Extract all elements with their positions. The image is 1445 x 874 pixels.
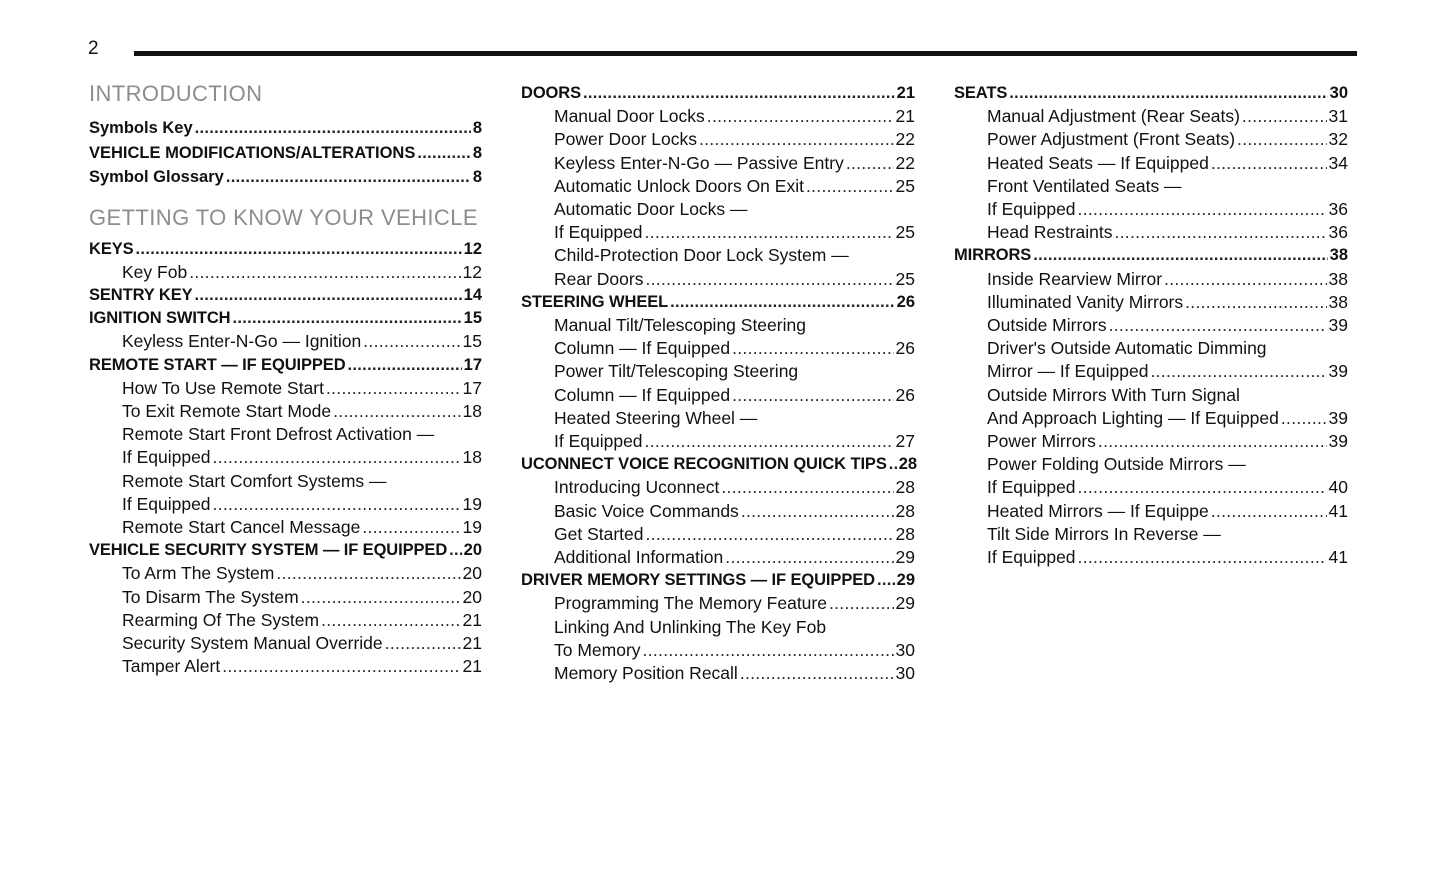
entry-title: Mirror — If Equipped: [987, 361, 1149, 382]
entry-page: 30: [1329, 84, 1348, 102]
toc-entry[interactable]: [89, 116, 482, 141]
toc-entry[interactable]: [954, 128, 1348, 151]
entry-page: 29: [895, 593, 915, 614]
entry-page: 20: [462, 563, 482, 584]
dot-leader: [646, 523, 894, 546]
dot-leader: [326, 377, 461, 400]
toc-entry[interactable]: [954, 476, 1348, 499]
toc-entry[interactable]: [521, 592, 915, 615]
dot-leader: [670, 291, 895, 314]
entry-title: To Memory: [554, 639, 641, 660]
dot-leader: [806, 175, 894, 198]
entry-page: 39: [1328, 315, 1348, 336]
entry-page: 21: [895, 106, 915, 127]
dot-leader: [1185, 291, 1326, 314]
entry-page: 40: [1328, 477, 1348, 498]
toc-entry[interactable]: [521, 337, 915, 360]
entry-title: Additional Information: [554, 547, 724, 568]
dot-leader: [1150, 360, 1326, 383]
entry-title: STEERING WHEEL: [521, 292, 669, 311]
toc-entry[interactable]: [521, 453, 918, 476]
toc-entry[interactable]: [89, 330, 482, 353]
toc-entry[interactable]: [89, 539, 482, 562]
entry-title-line1: Power Tilt/Telescoping Steering: [554, 361, 799, 382]
entry-title: And Approach Lighting — If Equipped: [987, 407, 1279, 428]
dot-leader: [846, 152, 894, 175]
dot-leader: [583, 82, 895, 105]
dot-leader: [362, 516, 460, 539]
entry-page: 19: [462, 516, 482, 537]
entry-title: Symbol Glossary: [89, 168, 224, 186]
dot-leader: [189, 261, 460, 284]
dot-leader: [195, 116, 471, 141]
dot-leader: [1164, 268, 1326, 291]
dot-leader: [829, 592, 894, 615]
dot-leader: [1098, 430, 1327, 453]
entry-page: 15: [463, 309, 482, 328]
entry-title-line1: Heated Steering Wheel —: [554, 407, 758, 428]
entry-page: 31: [1328, 106, 1348, 127]
dot-leader: [645, 221, 894, 244]
toc-entry[interactable]: [521, 569, 915, 592]
dot-leader: [1078, 198, 1327, 221]
dot-leader: [889, 453, 897, 476]
dot-leader: [1211, 500, 1327, 523]
entry-page: 39: [1328, 431, 1348, 452]
entry-page: 25: [895, 268, 915, 289]
dot-leader: [195, 284, 462, 307]
entry-page: 39: [1328, 407, 1348, 428]
entry-title: SENTRY KEY: [89, 285, 193, 304]
entry-title: UCONNECT VOICE RECOGNITION QUICK TIPS: [521, 455, 887, 474]
entry-page: 17: [463, 355, 482, 374]
entry-title-line1: Remote Start Comfort Systems —: [122, 470, 387, 491]
dot-leader: [732, 337, 893, 360]
entry-page: 22: [895, 152, 915, 173]
dot-leader: [707, 105, 894, 128]
dot-leader: [645, 430, 894, 453]
entry-title: Manual Adjustment (Rear Seats): [987, 106, 1240, 127]
entry-title: If Equipped: [987, 199, 1076, 220]
entry-page: 28: [895, 477, 915, 498]
toc-entry[interactable]: [954, 430, 1348, 453]
dot-leader: [385, 632, 461, 655]
dot-leader: [449, 539, 462, 562]
dot-leader: [233, 307, 462, 330]
entry-page: 26: [896, 292, 915, 311]
entry-title: To Arm The System: [122, 563, 275, 584]
toc-column-3: [954, 82, 1348, 569]
entry-title: IGNITION SWITCH: [89, 309, 231, 328]
dot-leader: [333, 400, 460, 423]
entry-title: Column — If Equipped: [554, 338, 731, 359]
toc-entry[interactable]: [89, 165, 482, 190]
entry-title: KEYS: [89, 239, 134, 258]
entry-title: If Equipped: [987, 477, 1076, 498]
toc-entry[interactable]: [521, 500, 915, 523]
dot-leader: [1078, 476, 1327, 499]
toc-column-1: [89, 80, 482, 678]
dot-leader: [1114, 221, 1326, 244]
entry-title: Basic Voice Commands: [554, 500, 739, 521]
entry-page: 15: [462, 331, 482, 352]
dot-leader: [740, 662, 894, 685]
entry-title: Power Mirrors: [987, 431, 1096, 452]
toc-entry[interactable]: [521, 105, 915, 128]
toc-column-2: [521, 82, 918, 685]
toc-entry[interactable]: [521, 152, 915, 175]
page-number: 2: [88, 38, 99, 59]
entry-page: 8: [472, 168, 482, 186]
entry-title-line1: Front Ventilated Seats —: [987, 175, 1182, 196]
dot-leader: [1237, 128, 1327, 151]
dot-leader: [725, 546, 893, 569]
toc-entry[interactable]: [954, 268, 1348, 291]
toc-entry[interactable]: [521, 662, 915, 685]
entry-title: To Disarm The System: [122, 586, 299, 607]
toc-entry[interactable]: [89, 238, 482, 261]
entry-title-line1: Power Folding Outside Mirrors —: [987, 454, 1246, 475]
entry-page: 21: [462, 632, 482, 653]
entry-page: 12: [462, 261, 482, 282]
entry-title: REMOTE START — IF EQUIPPED: [89, 355, 346, 374]
entry-page: 38: [1328, 268, 1348, 289]
toc-entry[interactable]: [89, 655, 482, 678]
entry-title: Inside Rearview Mirror: [987, 268, 1163, 289]
entry-title: Security System Manual Override: [122, 632, 383, 653]
entry-page: 18: [462, 400, 482, 421]
toc-entry[interactable]: [89, 377, 482, 400]
entry-title: VEHICLE MODIFICATIONS/ALTERATIONS: [89, 143, 416, 162]
entry-page: 8: [472, 119, 482, 137]
toc-entry[interactable]: [89, 609, 482, 632]
entry-title: MIRRORS: [954, 246, 1032, 265]
toc-entry[interactable]: [954, 407, 1348, 430]
entry-title: Memory Position Recall: [554, 663, 738, 684]
section-heading-getting-to-know: GETTING TO KNOW YOUR VEHICLE: [89, 204, 478, 230]
entry-title: Introducing Uconnect: [554, 477, 720, 498]
entry-page: 27: [895, 431, 915, 452]
toc-entry[interactable]: [954, 82, 1348, 105]
entry-page: 22: [895, 129, 915, 150]
entry-page: 19: [462, 493, 482, 514]
entry-page: 29: [895, 547, 915, 568]
toc-entry[interactable]: [954, 291, 1348, 314]
dot-leader: [213, 446, 461, 469]
toc-entry[interactable]: [521, 268, 915, 291]
dot-leader: [732, 384, 893, 407]
entry-title: Column — If Equipped: [554, 384, 731, 405]
toc-entry[interactable]: [521, 82, 915, 105]
header-rule: [134, 51, 1357, 56]
dot-leader: [645, 268, 893, 291]
entry-page: 29: [896, 571, 915, 590]
entry-page: 30: [895, 639, 915, 660]
dot-leader: [1109, 314, 1327, 337]
entry-page: 28: [895, 523, 915, 544]
dot-leader: [877, 569, 895, 592]
dot-leader: [721, 476, 893, 499]
entry-page: 39: [1328, 361, 1348, 382]
dot-leader: [1281, 407, 1327, 430]
toc-entry[interactable]: [521, 430, 915, 453]
toc-entry[interactable]: [954, 221, 1348, 244]
entry-title: If Equipped: [987, 547, 1076, 568]
toc-entry[interactable]: [521, 221, 915, 244]
entry-title-line1: Manual Tilt/Telescoping Steering: [554, 315, 806, 336]
toc-entry[interactable]: [954, 314, 1348, 337]
dot-leader: [1033, 244, 1327, 267]
toc-entry[interactable]: [89, 586, 482, 609]
entry-page: 32: [1328, 129, 1348, 150]
toc-entry[interactable]: [521, 476, 915, 499]
toc-entry[interactable]: [89, 141, 482, 166]
entry-title: Heated Seats — If Equipped: [987, 152, 1209, 173]
entry-title: How To Use Remote Start: [122, 377, 324, 398]
entry-title-line1: Remote Start Front Defrost Activation —: [122, 424, 435, 445]
entry-page: 38: [1328, 291, 1348, 312]
entry-title: Remote Start Cancel Message: [122, 516, 361, 537]
entry-title: Keyless Enter-N-Go — Ignition: [122, 331, 362, 352]
entry-title: Heated Mirrors — If Equippe: [987, 500, 1209, 521]
toc-entry[interactable]: [89, 516, 482, 539]
entry-page: 38: [1329, 246, 1348, 265]
dot-leader: [741, 500, 894, 523]
toc-entry[interactable]: [954, 244, 1348, 267]
dot-leader: [321, 609, 460, 632]
dot-leader: [276, 562, 460, 585]
entry-page: 14: [463, 285, 482, 304]
toc-entry[interactable]: [954, 546, 1348, 569]
entry-title-line1: Tilt Side Mirrors In Reverse —: [987, 523, 1221, 544]
toc-entry[interactable]: [521, 546, 915, 569]
toc-entry[interactable]: [954, 105, 1348, 128]
entry-title: Automatic Unlock Doors On Exit: [554, 175, 804, 196]
section-heading-introduction: INTRODUCTION: [89, 81, 263, 106]
entry-title: Head Restraints: [987, 222, 1113, 243]
entry-title: SEATS: [954, 84, 1008, 102]
entry-page: 20: [463, 541, 482, 560]
entry-title: Outside Mirrors: [987, 315, 1107, 336]
dot-leader: [1009, 82, 1327, 105]
toc-entry[interactable]: [954, 360, 1348, 383]
dot-leader: [222, 655, 460, 678]
entry-page: 26: [895, 338, 915, 359]
entry-title: To Exit Remote Start Mode: [122, 400, 332, 421]
entry-page: 36: [1328, 222, 1348, 243]
dot-leader: [1078, 546, 1327, 569]
entry-page: 26: [895, 384, 915, 405]
toc-entry[interactable]: [954, 152, 1348, 175]
dot-leader: [136, 238, 462, 261]
entry-title-line1: Child-Protection Door Lock System —: [554, 245, 849, 266]
toc-entry[interactable]: [89, 493, 482, 516]
entry-title-line1: Linking And Unlinking The Key Fob: [554, 616, 827, 637]
dot-leader: [699, 128, 894, 151]
entry-page: 34: [1328, 152, 1348, 173]
entry-title: If Equipped: [122, 447, 211, 468]
toc-entry[interactable]: [89, 562, 482, 585]
entry-page: 28: [898, 455, 918, 474]
toc-entry[interactable]: [521, 384, 915, 407]
toc-entry[interactable]: [89, 354, 482, 377]
entry-title-line1: Outside Mirrors With Turn Signal: [987, 384, 1240, 405]
entry-title: If Equipped: [554, 222, 643, 243]
toc-entry[interactable]: [521, 523, 915, 546]
entry-page: 20: [462, 586, 482, 607]
entry-page: 8: [472, 143, 482, 162]
entry-page: 25: [895, 175, 915, 196]
entry-title: Rear Doors: [554, 268, 644, 289]
entry-title: Tamper Alert: [122, 656, 221, 677]
entry-title: Power Adjustment (Front Seats): [987, 129, 1236, 150]
entry-title-line1: Driver's Outside Automatic Dimming: [987, 338, 1267, 359]
toc-entry[interactable]: [954, 500, 1348, 523]
toc-entry[interactable]: [89, 284, 482, 307]
toc-entry[interactable]: [521, 291, 915, 314]
toc-entry[interactable]: [89, 307, 482, 330]
entry-page: 21: [462, 609, 482, 630]
toc-entry[interactable]: [89, 261, 482, 284]
dot-leader: [213, 493, 461, 516]
entry-page: 21: [462, 656, 482, 677]
entry-page: 41: [1328, 500, 1348, 521]
dot-leader: [1211, 152, 1327, 175]
entry-page: 28: [895, 500, 915, 521]
entry-title-line1: Automatic Door Locks —: [554, 199, 748, 220]
entry-title: Programming The Memory Feature: [554, 593, 827, 614]
entry-page: 30: [895, 663, 915, 684]
entry-title: DOORS: [521, 84, 582, 102]
dot-leader: [643, 639, 894, 662]
entry-page: 18: [462, 447, 482, 468]
entry-title: If Equipped: [122, 493, 211, 514]
dot-leader: [1242, 105, 1327, 128]
dot-leader: [363, 330, 460, 353]
entry-title: If Equipped: [554, 431, 643, 452]
entry-page: 12: [463, 239, 482, 258]
entry-page: 17: [462, 377, 482, 398]
entry-title: Get Started: [554, 523, 644, 544]
dot-leader: [226, 165, 471, 190]
entry-title: Rearming Of The System: [122, 609, 320, 630]
toc-entry[interactable]: [89, 446, 482, 469]
entry-page: 36: [1328, 199, 1348, 220]
toc-entry[interactable]: [89, 632, 482, 655]
entry-page: 41: [1328, 547, 1348, 568]
dot-leader: [417, 141, 470, 166]
entry-title: Manual Door Locks: [554, 106, 705, 127]
entry-title: VEHICLE SECURITY SYSTEM — IF EQUIPPED: [89, 541, 448, 560]
entry-page: 21: [896, 84, 915, 102]
entry-title: Symbols Key: [89, 119, 193, 137]
dot-leader: [301, 586, 461, 609]
toc-entry[interactable]: [521, 128, 915, 151]
dot-leader: [348, 354, 462, 377]
toc-entry[interactable]: [954, 198, 1348, 221]
entry-title: Illuminated Vanity Mirrors: [987, 291, 1184, 312]
entry-title: Keyless Enter-N-Go — Passive Entry: [554, 152, 844, 173]
entry-title: DRIVER MEMORY SETTINGS — IF EQUIPPED: [521, 571, 875, 590]
entry-title: Power Door Locks: [554, 129, 697, 150]
toc-entry[interactable]: [521, 175, 915, 198]
entry-title: Key Fob: [122, 261, 188, 282]
toc-entry[interactable]: [89, 400, 482, 423]
toc-entry[interactable]: [521, 639, 915, 662]
entry-page: 25: [895, 222, 915, 243]
